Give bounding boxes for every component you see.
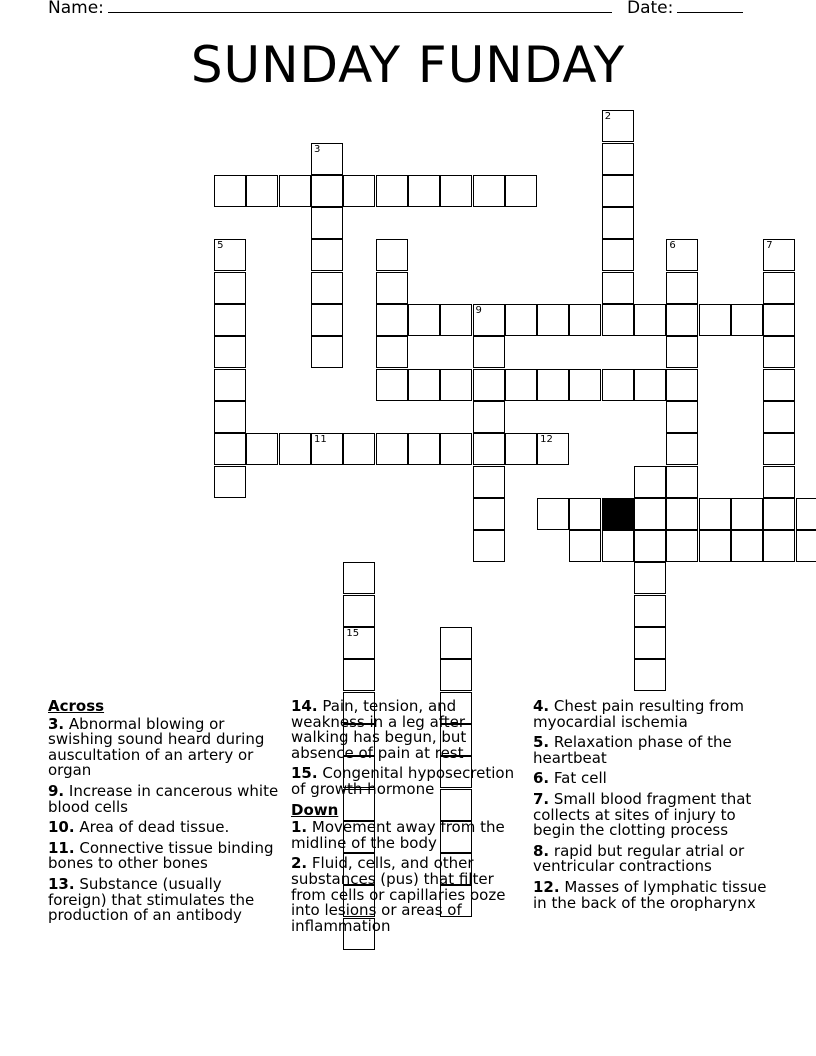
grid-cell[interactable]: [408, 304, 440, 336]
grid-cell[interactable]: [473, 466, 505, 498]
clue-number: 11: [314, 434, 327, 446]
grid-cell[interactable]: [214, 401, 246, 433]
grid-cell[interactable]: [440, 659, 472, 691]
grid-cell[interactable]: [763, 239, 795, 271]
grid-cell[interactable]: [343, 175, 375, 207]
grid-cell[interactable]: [473, 530, 505, 562]
grid-cell[interactable]: [569, 530, 601, 562]
grid-cell[interactable]: [343, 595, 375, 627]
grid-cell[interactable]: [376, 433, 408, 465]
clue-item: [533, 789, 769, 840]
clue-item-number: 11.: [48, 838, 75, 857]
grid-cell[interactable]: [666, 336, 698, 368]
clue-item-number: 15.: [291, 764, 318, 783]
grid-cell[interactable]: [408, 175, 440, 207]
grid-cell[interactable]: [440, 175, 472, 207]
grid-cell[interactable]: [343, 659, 375, 691]
grid-cell[interactable]: [763, 304, 795, 336]
grid-cell[interactable]: [473, 369, 505, 401]
grid-cell[interactable]: [311, 239, 343, 271]
grid-cell[interactable]: [376, 175, 408, 207]
grid-cell[interactable]: [666, 401, 698, 433]
grid-cell[interactable]: [343, 562, 375, 594]
clue-item-number: 3.: [48, 714, 65, 733]
grid-cell[interactable]: [473, 175, 505, 207]
clue-item: [48, 820, 284, 836]
grid-cell[interactable]: [343, 627, 375, 659]
grid-cell[interactable]: [763, 401, 795, 433]
grid-cell[interactable]: [731, 530, 763, 562]
grid-cell[interactable]: [634, 659, 666, 691]
name-label: Name:: [48, 0, 104, 18]
grid-cell[interactable]: [602, 304, 634, 336]
grid-cell[interactable]: [763, 498, 795, 530]
grid-cell[interactable]: [311, 207, 343, 239]
grid-cell[interactable]: [602, 272, 634, 304]
grid-cell[interactable]: [473, 498, 505, 530]
grid-cell[interactable]: [634, 595, 666, 627]
grid-cell[interactable]: [602, 369, 634, 401]
grid-cell[interactable]: [699, 304, 731, 336]
grid-cell[interactable]: [634, 562, 666, 594]
grid-cell[interactable]: [440, 369, 472, 401]
grid-cell[interactable]: [602, 207, 634, 239]
clue-item: [291, 856, 523, 934]
grid-cell[interactable]: [634, 498, 666, 530]
grid-cell[interactable]: [376, 304, 408, 336]
grid-cell[interactable]: [505, 369, 537, 401]
clue-item-text: Relaxation phase of the heartbeat: [533, 733, 732, 767]
grid-cell[interactable]: [214, 175, 246, 207]
grid-cell[interactable]: [602, 175, 634, 207]
grid-cell[interactable]: [537, 433, 569, 465]
clue-item-text: Small blood fragment that collects at sites of injury to begin the clotting process: [533, 789, 752, 840]
clue-item-number: 13.: [48, 874, 75, 893]
grid-cell[interactable]: [537, 304, 569, 336]
grid-cell[interactable]: [763, 530, 795, 562]
grid-cell[interactable]: [214, 433, 246, 465]
grid-cell[interactable]: [666, 466, 698, 498]
grid-cell[interactable]: [731, 498, 763, 530]
grid-cell[interactable]: [537, 369, 569, 401]
clue-item-text: Connective tissue binding bones to other bones: [48, 838, 274, 873]
grid-cell[interactable]: [214, 272, 246, 304]
grid-cell[interactable]: [634, 627, 666, 659]
clue-item-text: Chest pain resulting from myocardial ischemia: [533, 697, 745, 731]
clue-item: [533, 735, 769, 766]
grid-cell[interactable]: [699, 498, 731, 530]
clue-item: [533, 841, 769, 876]
grid-cell[interactable]: [699, 530, 731, 562]
grid-cell[interactable]: [666, 304, 698, 336]
clue-item-number: 1.: [291, 818, 308, 837]
grid-cell[interactable]: [763, 336, 795, 368]
grid-cell[interactable]: [634, 530, 666, 562]
grid-cell[interactable]: [311, 175, 343, 207]
clue-item: [533, 699, 769, 730]
grid-cell[interactable]: [666, 272, 698, 304]
clue-item: [48, 781, 284, 816]
grid-cell[interactable]: [440, 304, 472, 336]
grid-cell[interactable]: [473, 336, 505, 368]
clue-item-text: Fat cell: [549, 769, 607, 788]
grid-cell[interactable]: [763, 272, 795, 304]
clue-item: [48, 838, 284, 873]
grid-cell[interactable]: [311, 272, 343, 304]
clue-item: [48, 874, 284, 925]
grid-cell[interactable]: [214, 369, 246, 401]
grid-cell[interactable]: [602, 239, 634, 271]
grid-cell[interactable]: [376, 272, 408, 304]
grid-cell[interactable]: [569, 369, 601, 401]
clue-item: [291, 766, 523, 797]
grid-cell[interactable]: [311, 143, 343, 175]
grid-cell[interactable]: [666, 498, 698, 530]
clue-number: 15: [346, 628, 360, 640]
clue-item-number: 12.: [533, 877, 560, 896]
grid-cell[interactable]: [311, 433, 343, 465]
clue-item-number: 2.: [291, 854, 308, 873]
clue-item-number: 4.: [533, 697, 550, 715]
grid-cell[interactable]: [408, 369, 440, 401]
black-square: [602, 498, 634, 530]
grid-cell[interactable]: [505, 304, 537, 336]
grid-cell[interactable]: [537, 498, 569, 530]
grid-cell[interactable]: [214, 304, 246, 336]
clue-number: 12: [540, 434, 553, 446]
grid-cell[interactable]: [473, 304, 505, 336]
grid-cell[interactable]: [214, 466, 246, 498]
grid-cell[interactable]: [731, 304, 763, 336]
clue-number: 2: [604, 111, 612, 123]
clues-column-3: [533, 699, 769, 916]
clue-number: 5: [217, 240, 224, 252]
grid-cell[interactable]: [376, 369, 408, 401]
grid-cell[interactable]: [763, 369, 795, 401]
grid-cell[interactable]: [473, 433, 505, 465]
grid-cell[interactable]: [440, 433, 472, 465]
page-title: SUNDAY FUNDAY: [190, 36, 626, 94]
grid-cell[interactable]: [602, 110, 634, 142]
clue-item-text: rapid but regular atrial or ventricular contractions: [533, 841, 745, 876]
clue-number: 7: [766, 240, 773, 252]
grid-cell[interactable]: [666, 369, 698, 401]
clue-number: 6: [669, 240, 676, 252]
grid-cell[interactable]: [666, 530, 698, 562]
clue-item-text: Abnormal blowing or swishing sound heard during auscultation of an artery or organ: [48, 714, 265, 780]
grid-cell[interactable]: [376, 336, 408, 368]
grid-cell[interactable]: [602, 143, 634, 175]
grid-cell[interactable]: [763, 466, 795, 498]
grid-cell[interactable]: [311, 336, 343, 368]
grid-cell[interactable]: [569, 498, 601, 530]
grid-cell[interactable]: [473, 401, 505, 433]
down-heading: Down: [291, 800, 339, 819]
grid-cell[interactable]: [214, 336, 246, 368]
clue-number: 9: [475, 305, 482, 317]
grid-cell[interactable]: [505, 175, 537, 207]
grid-cell[interactable]: [246, 433, 278, 465]
clue-item-text: Area of dead tissue.: [74, 818, 230, 837]
clue-item-text: Increase in cancerous white blood cells: [48, 781, 279, 816]
grid-cell[interactable]: [796, 498, 816, 530]
grid-cell[interactable]: [311, 304, 343, 336]
grid-cell[interactable]: [569, 304, 601, 336]
grid-cell[interactable]: [343, 433, 375, 465]
clue-item: [291, 699, 523, 761]
clue-item-text: Masses of lymphatic tissue in the back of the oropharynx: [533, 877, 767, 912]
clue-item-number: 5.: [533, 733, 550, 752]
across-heading: Across: [48, 697, 105, 715]
clue-item: [291, 820, 523, 851]
grid-cell[interactable]: [214, 239, 246, 271]
clue-item-number: 9.: [48, 781, 65, 800]
clue-item-text: Fluid, cells, and other substances (pus) that filter from cells or capillaries ooze into lesions or areas of inflammation: [291, 854, 506, 935]
clue-item: [48, 714, 284, 780]
clue-item: [533, 771, 769, 787]
clue-item-text: Substance (usually foreign) that stimulates the production of an antibody: [48, 874, 255, 925]
grid-cell[interactable]: [666, 239, 698, 271]
grid-cell[interactable]: [279, 175, 311, 207]
clues-column-1: [48, 699, 284, 929]
grid-cell[interactable]: [634, 466, 666, 498]
clue-item-number: 7.: [533, 789, 550, 808]
clue-item-number: 8.: [533, 841, 550, 860]
clue-number: 3: [314, 143, 321, 155]
clue-item-text: Pain, tension, and weakness in a leg after walking has begun, but absence of pain at rest: [291, 697, 467, 762]
clues-column-2: [291, 699, 523, 939]
grid-cell[interactable]: [796, 530, 816, 562]
clue-item-text: Movement away from the midline of the body: [291, 818, 505, 852]
grid-cell[interactable]: [376, 239, 408, 271]
clue-item-number: 10.: [48, 818, 75, 837]
grid-cell[interactable]: [634, 369, 666, 401]
clue-item-number: 6.: [533, 769, 550, 788]
clue-item: [533, 877, 769, 912]
grid-cell[interactable]: [246, 175, 278, 207]
grid-cell[interactable]: [279, 433, 311, 465]
grid-cell[interactable]: [602, 530, 634, 562]
clue-item-text: Congenital hyposecretion of growth hormone: [291, 764, 515, 798]
grid-cell[interactable]: [408, 433, 440, 465]
grid-cell[interactable]: [440, 627, 472, 659]
clue-item-number: 14.: [291, 697, 318, 715]
grid-cell[interactable]: [666, 433, 698, 465]
grid-cell[interactable]: [505, 433, 537, 465]
grid-cell[interactable]: [763, 433, 795, 465]
date-label: Date:: [627, 0, 674, 18]
grid-cell[interactable]: [634, 304, 666, 336]
